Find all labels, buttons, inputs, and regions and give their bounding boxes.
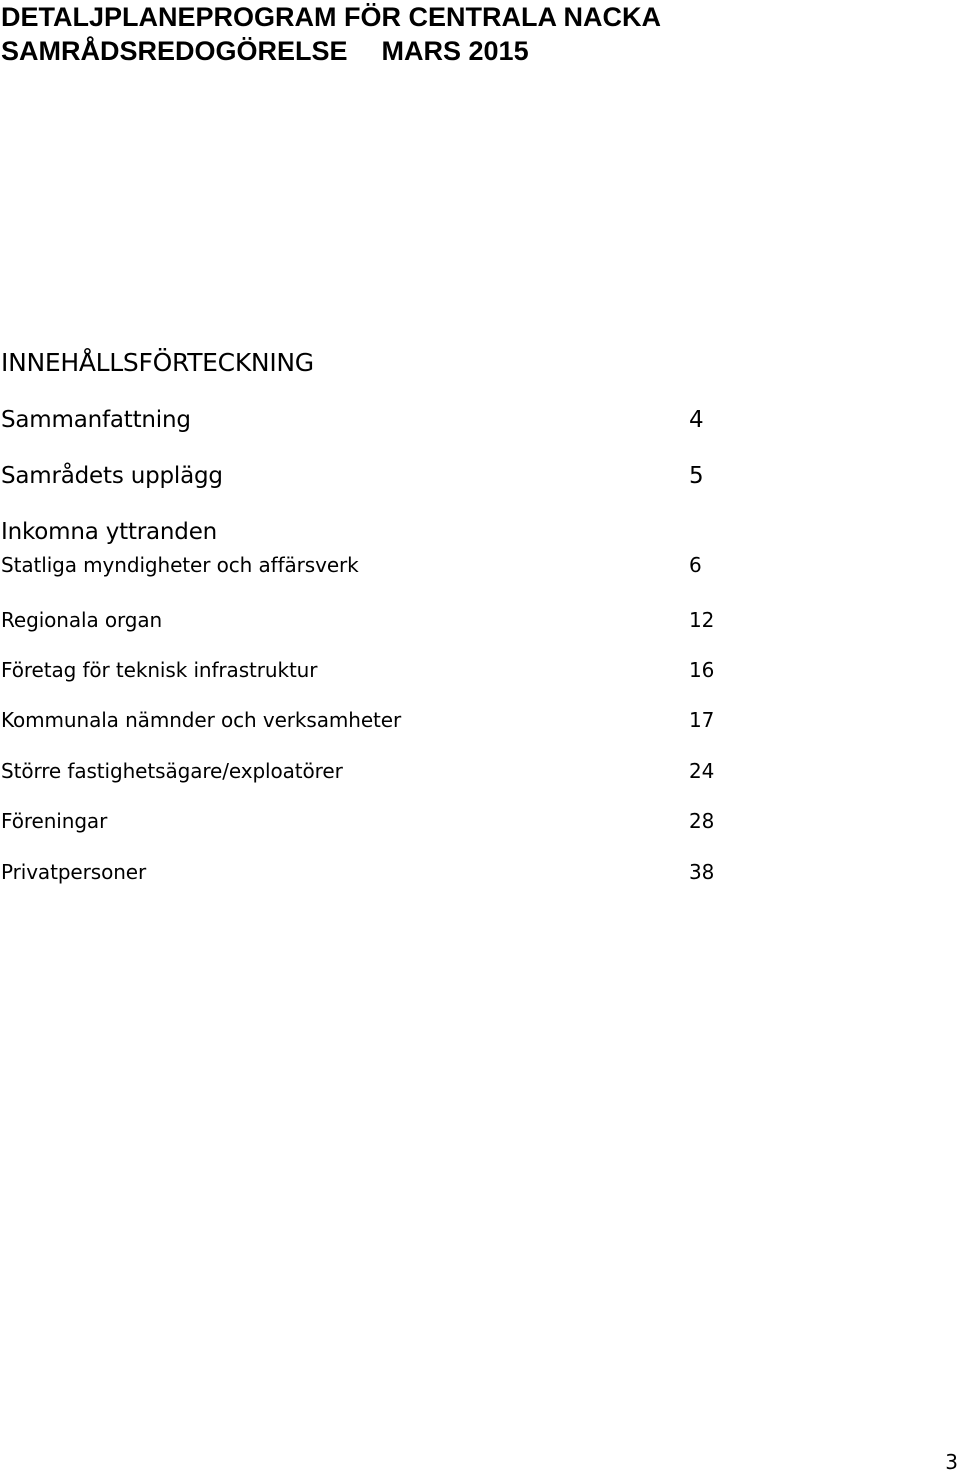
document-header bbox=[1, 0, 661, 68]
toc-subentry-label: Kommunala nämnder och verksamheter bbox=[1, 708, 402, 732]
toc-entry-page: 4 bbox=[689, 407, 704, 433]
toc-entry bbox=[1, 403, 717, 437]
toc-subentry bbox=[1, 855, 717, 889]
toc-section-heading: Inkomna yttranden bbox=[1, 519, 218, 545]
toc-subentry-page: 6 bbox=[689, 553, 702, 577]
header-title: DETALJPLANEPROGRAM FÖR CENTRALA NACKA bbox=[1, 2, 661, 32]
toc-subentry-page: 16 bbox=[689, 658, 715, 682]
toc-subentry-label: Regionala organ bbox=[1, 608, 163, 632]
header-subtitle-row bbox=[1, 34, 661, 68]
toc-subentry-page: 24 bbox=[689, 759, 715, 783]
toc-subentry-label: Föreningar bbox=[1, 809, 108, 833]
toc-subentry bbox=[1, 703, 717, 737]
toc-subentry-label: Statliga myndigheter och affärsverk bbox=[1, 553, 359, 577]
header-subtitle: SAMRÅDSREDOGÖRELSE bbox=[1, 36, 348, 66]
toc-subentry bbox=[1, 548, 717, 582]
toc-title: INNEHÅLLSFÖRTECKNING bbox=[1, 348, 314, 377]
toc-subentry bbox=[1, 754, 717, 788]
toc-subentry-page: 28 bbox=[689, 809, 715, 833]
toc-subentry-page: 38 bbox=[689, 860, 715, 884]
page-number: 3 bbox=[945, 1450, 958, 1474]
toc-subentry bbox=[1, 804, 717, 838]
toc-entry-page: 5 bbox=[689, 463, 704, 489]
toc-entry-label: Samrådets upplägg bbox=[1, 463, 223, 489]
toc-subentry-page: 12 bbox=[689, 608, 715, 632]
header-date: MARS 2015 bbox=[381, 36, 529, 66]
toc-subentry-page: 17 bbox=[689, 708, 715, 732]
toc-subentry bbox=[1, 653, 717, 687]
toc-subentry bbox=[1, 603, 717, 637]
toc-entry bbox=[1, 459, 717, 493]
toc-entry-label: Sammanfattning bbox=[1, 407, 191, 433]
toc-subentry-label: Privatpersoner bbox=[1, 860, 147, 884]
toc-subentry-label: Företag för teknisk infrastruktur bbox=[1, 658, 318, 682]
toc-subentry-label: Större fastighetsägare/exploatörer bbox=[1, 759, 343, 783]
